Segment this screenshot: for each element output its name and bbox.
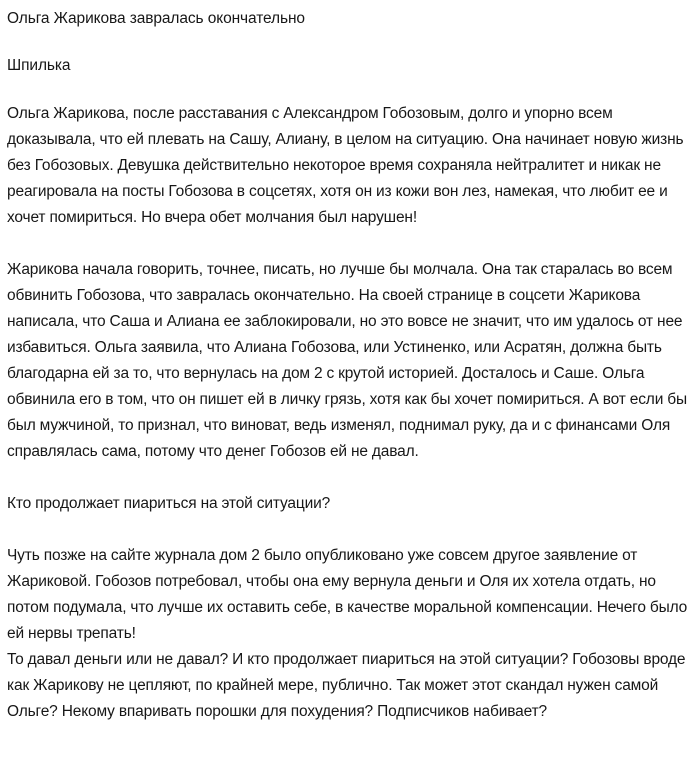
article-byline: Шпилька [7,57,71,74]
article-headline: Ольга Жарикова завралась окончательно [7,10,305,27]
article-paragraph: Чуть позже на сайте журнала дом 2 было опубликовано уже совсем другое заявление от Жариковой. Гобозов потребовал, чтобы она ему вернула деньги и Оля их хотела отдать, но потом подумала, что лучше их оставить себе, в качестве моральной компенсации. Нечего было ей нервы трепать! [7,547,688,642]
article-paragraph: Жарикова начала говорить, точнее, писать, но лучше бы молчала. Она так старалась во всем обвинить Гобозова, что завралась окончательно. На своей странице в соцсети Жарикова написала, что Саша и Алиана ее заблокировали, но это вовсе не значит, что им удалось от нее избавиться. Ольга заявила, что Алиана Гобозова, или Устиненко, или Асратян, должна быть благодарна ей за то, что вернулась на дом 2 с крутой историей. Досталось и Саше. Ольга обвинила его в том, что он пишет ей в личку грязь, хотя как бы хочет помириться. А вот если бы был мужчиной, то признал, что виноват, ведь изменял, поднимал руку, да и с финансами Оля справлялась сама, потому что денег Гобозов ей не давал. [7,261,687,460]
article-paragraph: То давал деньги или не давал? И кто продолжает пиариться на этой ситуации? Гобозовы вроде как Жарикову не цепляют, по крайней мере, публично. Так может этот скандал нужен самой Ольге? Некому впаривать порошки для похудения? Подписчиков набивает? [7,651,686,720]
article-paragraph-question: Кто продолжает пиариться на этой ситуации? [7,495,331,512]
article-paragraph: Ольга Жарикова, после расставания с Александром Гобозовым, долго и упорно всем доказывала, что ей плевать на Сашу, Алиану, в целом на ситуацию. Она начинает новую жизнь без Гобозовых. Девушка действительно некоторое время сохраняла нейтралитет и никак не реагировала на посты Гобозова в соцсетях, хотя он из кожи вон лез, намекая, что любит ее и хочет помириться. Но вчера обет молчания был нарушен! [7,105,684,226]
